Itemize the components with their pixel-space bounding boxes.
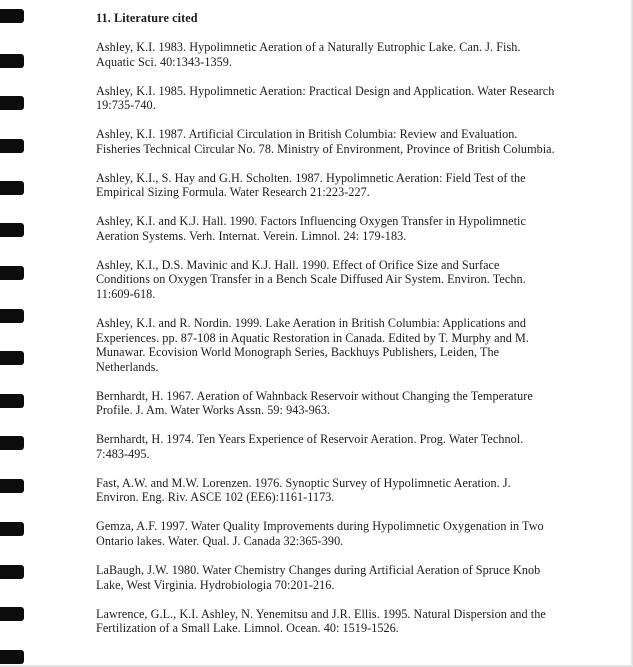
reference-entry: Ashley, K.I. and K.J. Hall. 1990. Factors Influencing Oxygen Transfer in Hypolimnetic Aeration Systems. Verh. Internat. Verein. Limnol. 24: 179-183. bbox=[96, 214, 526, 243]
binding-hole bbox=[0, 565, 24, 579]
binding-hole bbox=[0, 351, 24, 365]
binding-hole bbox=[0, 223, 24, 237]
reference-list bbox=[96, 40, 556, 636]
reference-entry: Ashley, K.I. 1987. Artificial Circulation in British Columbia: Review and Evaluation. Fisheries Technical Circular No. 78. Ministry of Environment, Province of British Columbia. bbox=[96, 127, 555, 156]
binding-hole bbox=[0, 309, 24, 323]
reference-entry: Ashley, K.I., S. Hay and G.H. Scholten. 1987. Hypolimnetic Aeration: Field Test of the Empirical Sizing Formula. Water Research 21:223-227. bbox=[96, 170, 526, 200]
spiral-binding bbox=[0, 0, 26, 667]
binding-hole bbox=[0, 436, 24, 450]
binding-hole bbox=[0, 54, 24, 68]
reference-entry: LaBaugh, J.W. 1980. Water Chemistry Changes during Artificial Aeration of Spruce Knob Lake, West Virginia. Hydrobiologia 70:201-216. bbox=[96, 563, 541, 592]
document-body bbox=[96, 11, 556, 650]
reference-entry: Ashley, K.I. 1983. Hypolimnetic Aeration of a Naturally Eutrophic Lake. Can. J. Fish. Aquatic Sci. 40:1343-1359. bbox=[96, 40, 521, 69]
section-number: 11. bbox=[96, 11, 111, 25]
binding-hole bbox=[0, 479, 24, 493]
binding-hole bbox=[0, 139, 24, 153]
binding-hole bbox=[0, 607, 24, 621]
section-title: Literature cited bbox=[114, 11, 198, 25]
binding-hole bbox=[0, 394, 24, 408]
binding-hole bbox=[0, 650, 24, 664]
reference-entry: Ashley, K.I., D.S. Mavinic and K.J. Hall. 1990. Effect of Orifice Size and Surface Conditions on Oxygen Transfer in a Bench Scale Diffused Air System. Environ. Techn. 11:609-618. bbox=[96, 257, 526, 301]
binding-hole bbox=[0, 181, 24, 195]
reference-entry: Bernhardt, H. 1967. Aeration of Wahnback Reservoir without Changing the Temperature Profile. J. Am. Water Works Assn. 59: 943-963. bbox=[96, 388, 533, 418]
binding-hole bbox=[0, 522, 24, 536]
section-heading bbox=[96, 11, 556, 26]
reference-entry: Ashley, K.I. and R. Nordin. 1999. Lake Aeration in British Columbia: Applications and Experiences. pp. 87-108 in Aquatic Restoration in Canada. Edited by T. Murphy and M. Munawar. Ecovision World Monograph Series, Backhuys Publishers, Leiden, The Netherlands. bbox=[96, 316, 529, 374]
reference-entry: Bernhardt, H. 1974. Ten Years Experience of Reservoir Aeration. Prog. Water Technol. 7:483-495. bbox=[96, 432, 524, 461]
reference-entry: Gemza, A.F. 1997. Water Quality Improvements during Hypolimnetic Oxygenation in Two Ontario lakes. Water. Qual. J. Canada 32:365-390. bbox=[96, 519, 544, 548]
reference-entry: Fast, A.W. and M.W. Lorenzen. 1976. Synoptic Survey of Hypolimnetic Aeration. J. Environ. Eng. Riv. ASCE 102 (EE6):1161-1173. bbox=[96, 475, 511, 505]
reference-entry: Lawrence, G.L., K.I. Ashley, N. Yenemitsu and J.R. Ellis. 1995. Natural Dispersion and the Fertilization of a Small Lake. Limnol. Ocean. 40: 1519-1526. bbox=[96, 606, 546, 636]
binding-hole bbox=[0, 266, 24, 280]
binding-hole bbox=[0, 9, 24, 23]
binding-hole bbox=[0, 96, 24, 110]
reference-entry: Ashley, K.I. 1985. Hypolimnetic Aeration: Practical Design and Application. Water Research 19:735-740. bbox=[96, 83, 555, 113]
